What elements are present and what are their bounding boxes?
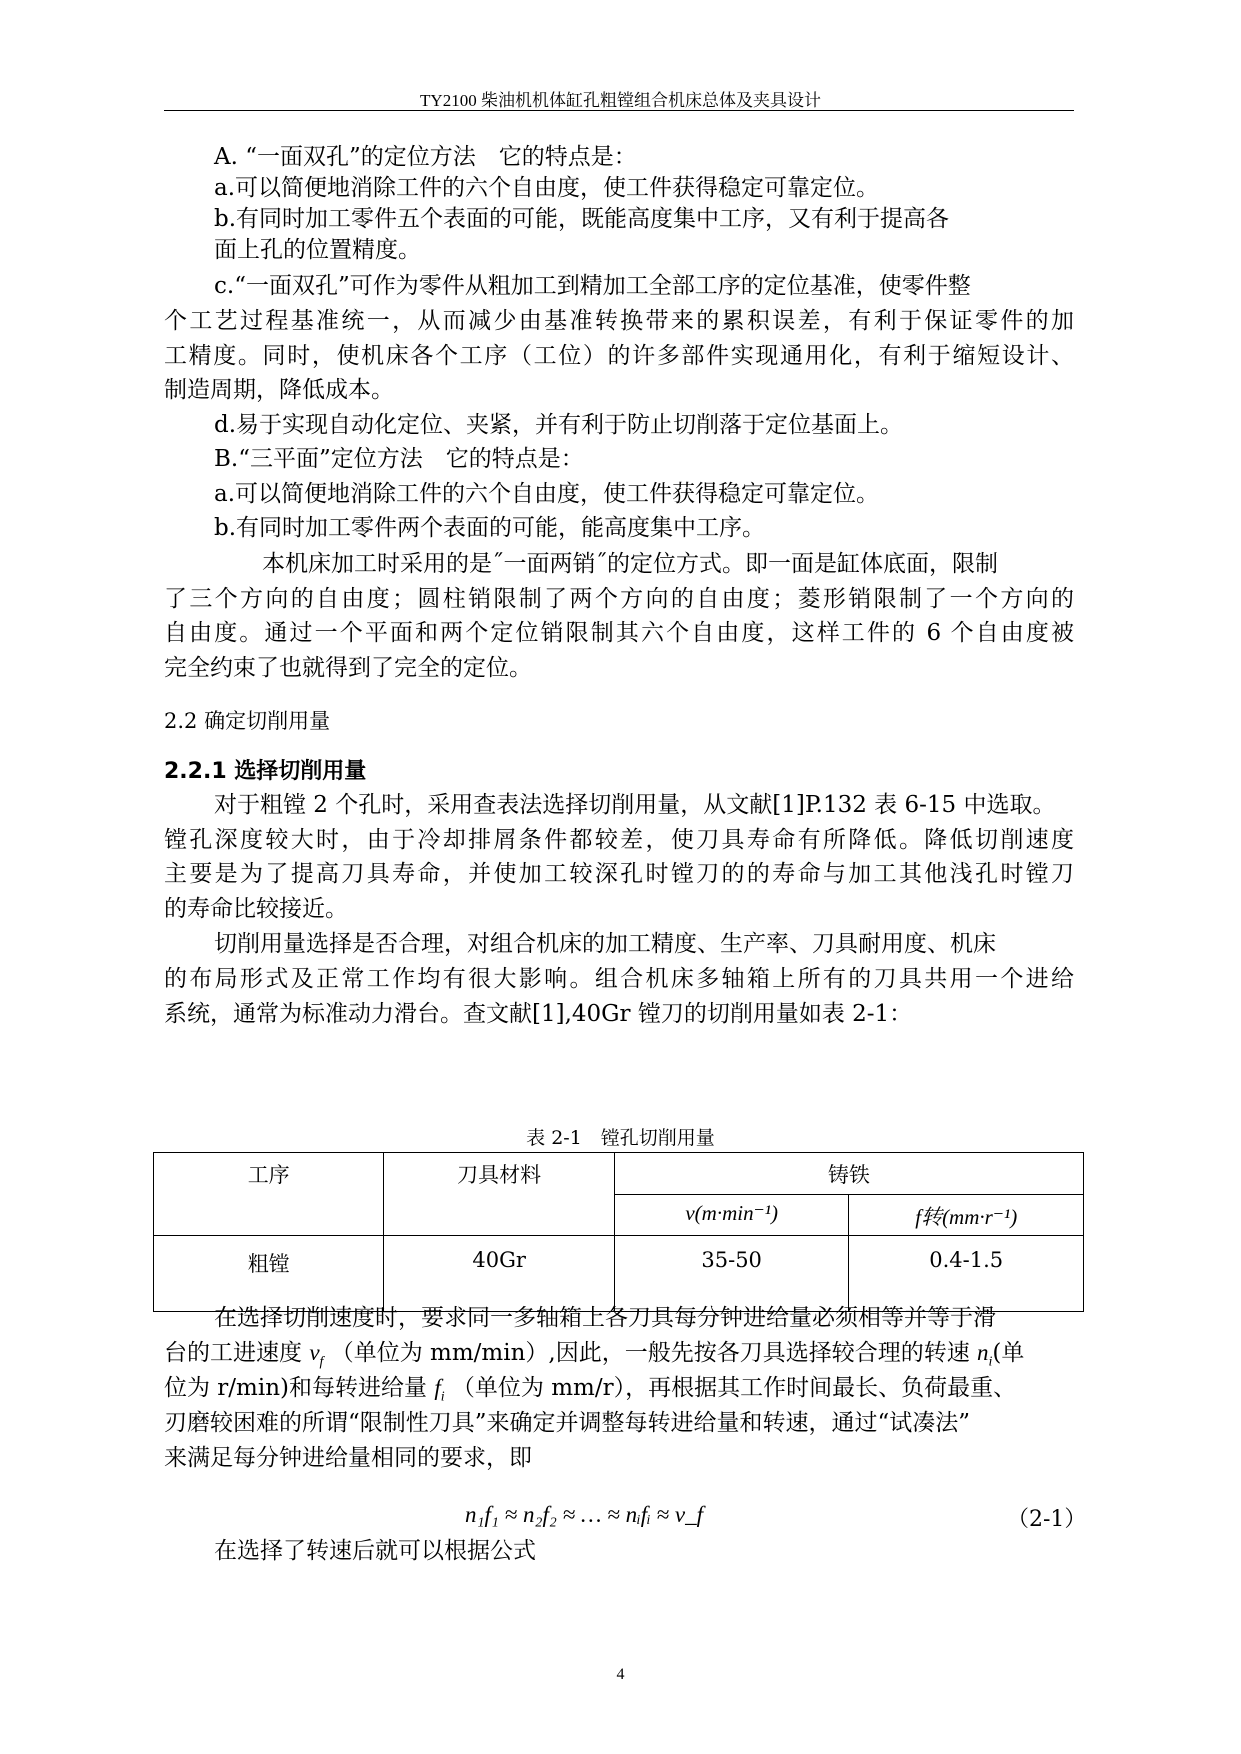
- paragraph-text: 位为 r/min)和每转进给量: [164, 1375, 428, 1401]
- paragraph-line: a.可以简便地消除工件的六个自由度，使工件获得稳定可靠定位。: [214, 175, 880, 201]
- paragraph-line: A. “一面双孔”的定位方法 它的特点是：: [214, 144, 637, 170]
- paragraph-line: [164, 1339, 1024, 1377]
- page-number: 4: [616, 1666, 625, 1683]
- header-cell-cast-iron: 铸铁: [614, 1153, 1083, 1195]
- paragraph-line: d.易于实现自动化定位、夹紧，并有利于防止切削落于定位基面上。: [214, 412, 904, 438]
- cell-process: 粗镗: [154, 1236, 384, 1312]
- paragraph-line: 镗孔深度较大时，由于冷却排屑条件都较差，使刀具寿命有所降低。降低切削速度: [164, 827, 1074, 853]
- paragraph-line: 主要是为了提高刀具寿命，并使加工较深孔时镗刀的的寿命与加工其他浅孔时镗刀: [164, 861, 1074, 887]
- table-caption: 表 2-1 镗孔切削用量: [526, 1127, 715, 1149]
- cell-speed: 35-50: [614, 1236, 849, 1312]
- header-cell-material: 刀具材料: [384, 1153, 614, 1236]
- header-cell-speed: v(m·min⁻¹): [614, 1194, 849, 1236]
- paragraph-line: 刃磨较困难的所谓“限制性刀具”来确定并调整每转进给量和转速，通过“试凑法”: [164, 1410, 971, 1436]
- header-cell-feed: f转(mm·r⁻¹): [849, 1194, 1084, 1236]
- paragraph-text: 台的工进速度: [164, 1340, 302, 1366]
- paragraph-line: 来满足每分钟进给量相同的要求，即: [164, 1445, 532, 1471]
- paragraph-line: 在选择切削速度时，要求同一多轴箱上各刀具每分钟进给量必须相等并等于滑: [214, 1305, 996, 1331]
- paragraph-line: 面上孔的位置精度。: [214, 237, 421, 263]
- symbol-v: v: [309, 1340, 320, 1365]
- paragraph-line: B.“三平面”定位方法 它的特点是：: [214, 446, 584, 472]
- section-heading: 2.2 确定切削用量: [164, 709, 331, 733]
- paragraph-line: 对于粗镗 2 个孔时，采用查表法选择切削用量，从文献[1]P.132 表 6-15 中选取。: [214, 792, 1056, 818]
- paragraph-text: （单位为 mm/r），再根据其工作时间最长、负荷最重、: [451, 1375, 1017, 1401]
- subsection-heading: 2.2.1 选择切削用量: [164, 759, 367, 784]
- symbol-f: f: [434, 1375, 441, 1400]
- paragraph-text: (单: [992, 1340, 1025, 1366]
- paragraph-line: 切削用量选择是否合理，对组合机床的加工精度、生产率、刀具耐用度、机床: [214, 931, 996, 957]
- paragraph-line: 的寿命比较接近。: [164, 896, 348, 922]
- paragraph-line: 本机床加工时采用的是˝一面两销˝的定位方式。即一面是缸体底面，限制: [262, 551, 998, 577]
- paragraph-line: 工精度。同时，使机床各个工序（工位）的许多部件实现通用化，有利于缩短设计、: [164, 343, 1074, 369]
- cell-feed: 0.4-1.5: [849, 1236, 1084, 1312]
- paragraph-line: 在选择了转速后就可以根据公式: [214, 1538, 536, 1564]
- paragraph-line: 完全约束了也就得到了完全的定位。: [164, 655, 532, 681]
- paragraph-line: 了三个方向的自由度；圆柱销限制了两个方向的自由度；菱形销限制了一个方向的: [164, 586, 1074, 612]
- cell-material: 40Gr: [384, 1236, 614, 1312]
- paragraph-line: 制造周期，降低成本。: [164, 377, 394, 403]
- paragraph-line: [164, 1374, 1016, 1412]
- page-header: TY2100 柴油机机体缸孔粗镗组合机床总体及夹具设计: [420, 91, 821, 110]
- symbol-n: n: [977, 1340, 989, 1365]
- equation-number: （2-1）: [1007, 1507, 1087, 1532]
- paragraph-line: 自由度。通过一个平面和两个定位销限制其六个自由度，这样工件的 6 个自由度被: [164, 620, 1074, 646]
- symbol-subscript: f: [319, 1354, 324, 1370]
- paragraph-line: 的布局形式及正常工作均有很大影响。组合机床多轴箱上所有的刀具共用一个进给: [164, 966, 1074, 992]
- paragraph-line: b.有同时加工零件两个表面的可能，能高度集中工序。: [214, 515, 766, 541]
- paragraph-line: 系统，通常为标准动力滑台。查文献[1],40Gr 镗刀的切削用量如表 2-1：: [164, 1001, 913, 1027]
- paragraph-line: b.有同时加工零件五个表面的可能，既能高度集中工序，又有利于提高各: [214, 206, 950, 232]
- paragraph-line: c.“一面双孔”可作为零件从粗加工到精加工全部工序的定位基准，使零件整: [214, 273, 971, 299]
- equation: n₁f₁ ≈ n₂f₂ ≈ … ≈ nᵢfᵢ ≈ v_f: [465, 1502, 703, 1527]
- header-cell-process: 工序: [154, 1153, 384, 1236]
- paragraph-line: a.可以简便地消除工件的六个自由度，使工件获得稳定可靠定位。: [214, 481, 880, 507]
- paragraph-text: （单位为 mm/min）,因此，一般先按各刀具选择较合理的转速: [330, 1340, 970, 1366]
- symbol-subscript: i: [440, 1389, 445, 1405]
- paragraph-line: 个工艺过程基准统一，从而减少由基准转换带来的累积误差，有利于保证零件的加: [164, 308, 1074, 334]
- header-rule: [164, 110, 1074, 111]
- cutting-parameters-table: [153, 1152, 1084, 1312]
- symbol-subscript: i: [988, 1354, 993, 1370]
